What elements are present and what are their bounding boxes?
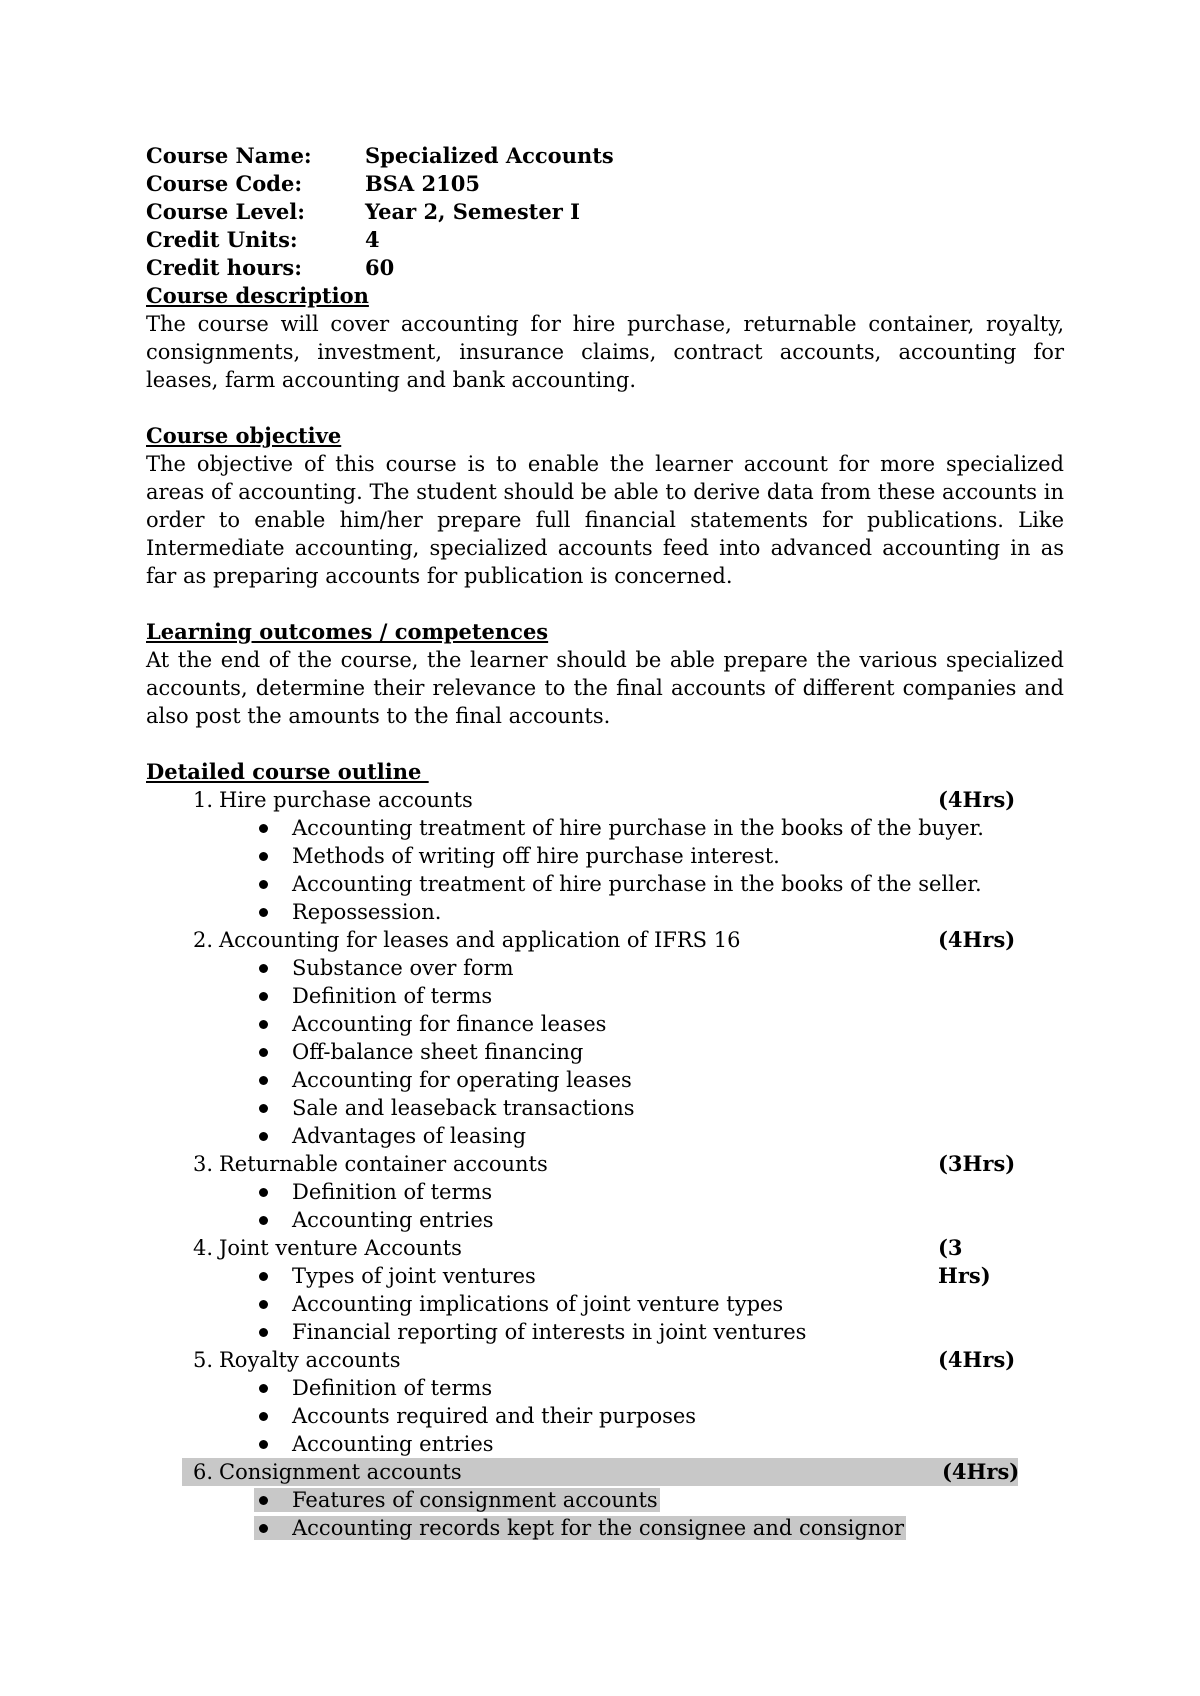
- bullet-icon: [259, 1020, 268, 1029]
- document-page: [146, 142, 1064, 1542]
- objective-heading: Course objective: [146, 423, 342, 448]
- subtopic-text: Accounting entries: [292, 1432, 494, 1456]
- topic-number: 3.: [193, 1152, 214, 1176]
- topic-number: 1.: [193, 788, 214, 812]
- outline-subtopic: [146, 1066, 1064, 1094]
- outline-subtopic: [146, 1010, 1064, 1038]
- outline-subtopic: [146, 870, 1064, 898]
- subtopic-text: Accounting implications of joint venture types: [292, 1292, 784, 1316]
- outline-subtopic: [146, 814, 1064, 842]
- subtopic-text: Off-balance sheet financing: [292, 1040, 584, 1064]
- meta-label: Course Level:: [146, 199, 305, 224]
- topic-title: Joint venture Accounts: [219, 1236, 462, 1260]
- meta-value: Year 2, Semester I: [365, 199, 580, 224]
- outline-subtopic: [146, 1374, 1064, 1402]
- outline-subtopic: [146, 1262, 1064, 1290]
- meta-row-level: [146, 198, 1064, 226]
- course-meta: [146, 142, 1064, 282]
- subtopic-text: Accounting for finance leases: [292, 1012, 607, 1036]
- outline-heading: Detailed course outline: [146, 759, 429, 784]
- outline-subtopic: [146, 1094, 1064, 1122]
- outline-subtopic: [146, 1290, 1064, 1318]
- bullet-icon: [259, 1496, 268, 1505]
- meta-value: 60: [365, 255, 395, 280]
- outline-subtopic: [146, 982, 1064, 1010]
- description-heading: Course description: [146, 283, 369, 308]
- meta-label: Credit hours:: [146, 255, 302, 280]
- outline-topic: [146, 1458, 1064, 1486]
- meta-label: Course Name:: [146, 143, 312, 168]
- topic-hours: (3 Hrs): [938, 1235, 991, 1288]
- outline-subtopic: [146, 1206, 1064, 1234]
- topic-hours: (4Hrs): [942, 1459, 1020, 1484]
- outcomes-text: At the end of the course, the learner should be able prepare the various specialized accounts, determine their relevance to the final accounts of different companies and also post the amounts to the final accounts.: [146, 648, 1064, 728]
- subtopic-text: Features of consignment accounts: [292, 1488, 658, 1512]
- meta-row-code: [146, 170, 1064, 198]
- bullet-icon: [259, 1188, 268, 1197]
- bullet-icon: [259, 1412, 268, 1421]
- topic-hours: (4Hrs): [938, 787, 1016, 812]
- topic-number: 6.: [193, 1460, 214, 1484]
- outline-subtopic: [146, 1318, 1064, 1346]
- topic-title: Returnable container accounts: [219, 1152, 548, 1176]
- subtopic-text: Financial reporting of interests in joint ventures: [292, 1320, 807, 1344]
- meta-label: Course Code:: [146, 171, 303, 196]
- topic-title: Consignment accounts: [219, 1460, 462, 1484]
- bullet-icon: [259, 1076, 268, 1085]
- subtopic-text: Accounting treatment of hire purchase in the books of the seller.: [292, 872, 982, 896]
- outline-subtopic: [146, 1122, 1064, 1150]
- meta-value: 4: [365, 227, 380, 252]
- outline-subtopic: [146, 954, 1064, 982]
- topic-title: Hire purchase accounts: [219, 788, 473, 812]
- meta-label: Credit Units:: [146, 227, 298, 252]
- meta-value: Specialized Accounts: [365, 143, 614, 168]
- bullet-icon: [259, 1440, 268, 1449]
- bullet-icon: [259, 1384, 268, 1393]
- description-text: The course will cover accounting for hire purchase, returnable container, royalty, consignments, investment, insurance claims, contract accounts, accounting for leases, farm accounting and bank accounting.: [146, 312, 1064, 392]
- bullet-icon: [259, 1300, 268, 1309]
- outline-subtopic: [146, 1430, 1064, 1458]
- meta-row-name: [146, 142, 1064, 170]
- bullet-icon: [259, 1048, 268, 1057]
- topic-hours: (4Hrs): [938, 927, 1016, 952]
- subtopic-text: Definition of terms: [292, 984, 493, 1008]
- subtopic-text: Sale and leaseback transactions: [292, 1096, 635, 1120]
- bullet-icon: [259, 1132, 268, 1141]
- subtopic-text: Accounting records kept for the consignee and consignor: [292, 1516, 905, 1540]
- bullet-icon: [259, 1104, 268, 1113]
- subtopic-text: Accounting entries: [292, 1208, 494, 1232]
- outline-subtopic: [146, 1514, 1064, 1542]
- outline-subtopic: [146, 898, 1064, 926]
- outline-topic: [146, 926, 1064, 954]
- bullet-icon: [259, 852, 268, 861]
- topic-hours: (4Hrs): [938, 1347, 1016, 1372]
- objective-text: The objective of this course is to enable the learner account for more specialized areas of accounting. The student should be able to derive data from these accounts in order to enable him/her prepare full financial statements for publications. Like Intermediate accounting, specialized accounts feed into advanced accounting in as far as preparing accounts for publication is concerned.: [146, 452, 1064, 588]
- subtopic-text: Substance over form: [292, 956, 514, 980]
- subtopic-text: Accounting treatment of hire purchase in the books of the buyer.: [292, 816, 984, 840]
- outline-subtopic: [146, 842, 1064, 870]
- bullet-icon: [259, 824, 268, 833]
- subtopic-text: Methods of writing off hire purchase interest.: [292, 844, 780, 868]
- outline-subtopic: [146, 1178, 1064, 1206]
- subtopic-text: Definition of terms: [292, 1180, 493, 1204]
- bullet-icon: [259, 1524, 268, 1533]
- outcomes-heading: Learning outcomes / competences: [146, 619, 549, 644]
- outline-topic: [146, 1346, 1064, 1374]
- topic-number: 5.: [193, 1348, 214, 1372]
- topic-title: Royalty accounts: [219, 1348, 401, 1372]
- subtopic-text: Advantages of leasing: [292, 1124, 527, 1148]
- meta-row-hours: [146, 254, 1064, 282]
- topic-title: Accounting for leases and application of IFRS 16: [219, 928, 741, 952]
- topic-number: 4.: [193, 1236, 214, 1260]
- outline-subtopic: [146, 1402, 1064, 1430]
- bullet-icon: [259, 964, 268, 973]
- bullet-icon: [259, 908, 268, 917]
- subtopic-text: Definition of terms: [292, 1376, 493, 1400]
- subtopic-text: Types of joint ventures: [292, 1264, 536, 1288]
- bullet-icon: [259, 1216, 268, 1225]
- topic-hours: (3Hrs): [938, 1151, 1016, 1176]
- outline-subtopic: [146, 1038, 1064, 1066]
- outline-topic: [146, 786, 1064, 814]
- course-outline-list: [146, 786, 1064, 1542]
- bullet-icon: [259, 880, 268, 889]
- outline-subtopic: [146, 1486, 1064, 1514]
- subtopic-text: Accounts required and their purposes: [292, 1404, 697, 1428]
- topic-number: 2.: [193, 928, 214, 952]
- subtopic-text: Repossession.: [292, 900, 442, 924]
- meta-value: BSA 2105: [365, 171, 480, 196]
- subtopic-text: Accounting for operating leases: [292, 1068, 632, 1092]
- bullet-icon: [259, 1328, 268, 1337]
- bullet-icon: [259, 1272, 268, 1281]
- bullet-icon: [259, 992, 268, 1001]
- meta-row-units: [146, 226, 1064, 254]
- outline-topic: [146, 1150, 1064, 1178]
